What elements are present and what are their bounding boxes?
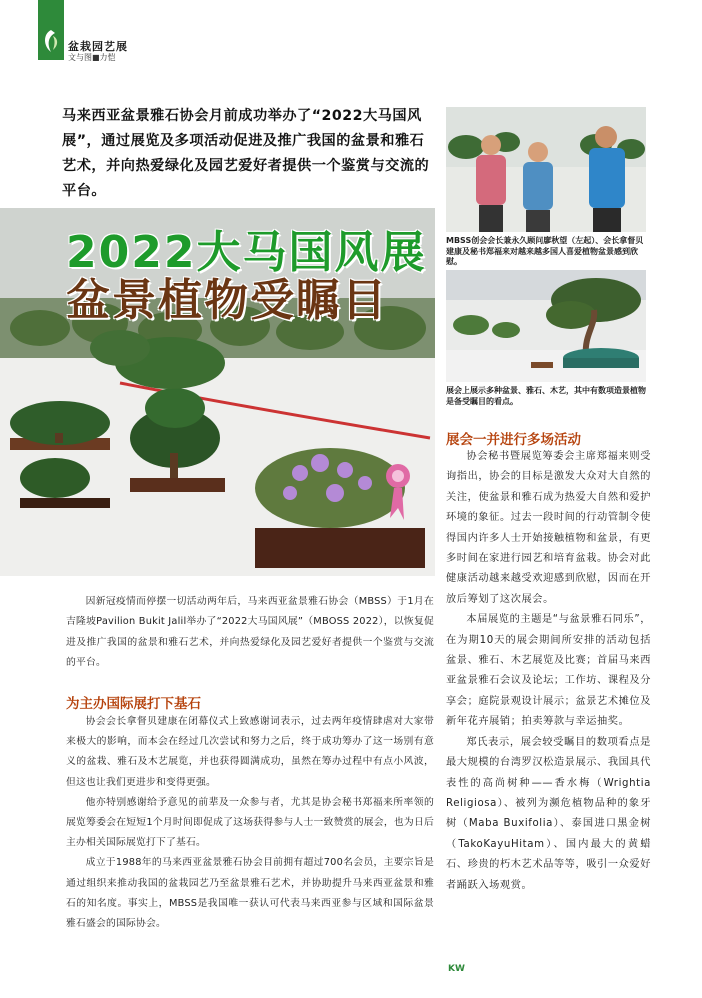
section-badge (38, 0, 64, 60)
right-paragraph: 郑氏表示，展会较受瞩目的数项看点是最大规模的台湾罗汉松造景展示、我国具代表性的高尚树种——香水梅（Wrightia Religiosa）、被列为濒危植物品种的象牙树（Maba Buxifolia）、泰国进口黑金树（TakoKayuHitam）、国内最大的黄蜡石、珍贵的朽木艺术品等等，吸引一众爱好者踊跃入场观赏。 (446, 736, 651, 891)
group-photo (446, 107, 646, 232)
hero-title-line1: 2022大马国风展 (66, 227, 427, 278)
left-section-heading: 为主办国际展打下基石 (66, 696, 201, 712)
leaf-logo-icon (41, 28, 61, 54)
left-paragraph: 成立于1988年的马来西亚盆景雅石协会目前拥有超过700名会员，主要宗旨是通过组织来推动我国的盆栽园艺乃至盆景雅石艺术，并协助提升马来西亚盆景和雅石的知名度。事实上，MBSS是我国唯一获认可代表马来西亚参与区域和国际盆景雅石盛会的国际协会。 (66, 857, 434, 930)
page-mark: KW (448, 964, 465, 974)
hero-title-line2: 盆景植物受瞩目 (66, 275, 388, 326)
intro-paragraph: 因新冠疫情而停摆一切活动两年后，马来西亚盆景雅石协会（MBSS）于1月在吉隆坡Pavilion Bukit Jalil举办了“2022大马国风展”（MBOSS 2022），以恢复促进及推广我国的盆景和雅石艺术，并向热爱绿化及园艺爱好者提供一个鉴赏与交流的平台。 (66, 596, 434, 668)
intro-text (66, 592, 434, 673)
lead-paragraph: 马来西亚盆景雅石协会月前成功举办了“2022大马国风展”，通过展览及多项活动促进及推广我国的盆景和雅石艺术，并向热爱绿化及园艺爱好者提供一个鉴赏与交流的平台。 (62, 108, 430, 199)
left-paragraph: 协会会长拿督贝建康在闭幕仪式上致感谢词表示，过去两年疫情肆虐对大家带来极大的影响，而本会在经过几次尝试和努力之后，终于成功筹办了这一场别有意义的盆栽、雅石及木艺展览，并也获得圆满成功，虽然在筹办过程中有点小风波，但这也让我们更进步和变得更强。 (66, 716, 434, 788)
right-paragraph: 本届展览的主题是“与盆景雅石同乐”，在为期10天的展会期间所安排的活动包括盆景、雅石、木艺展览及比赛；首届马来西亚盆景雅石会议及论坛；工作坊、课程及分享会；庭院景观设计展示；盆景艺术摊位及新年花卉展销；拍卖筹款与幸运抽奖。 (446, 614, 651, 728)
bonsai-photo (446, 270, 646, 382)
left-paragraph: 他亦特别感谢给予意见的前辈及一众参与者，尤其是协会秘书郑福来所率领的展览筹委会在短短1个月时间即促成了这场获得参与人士一致赞赏的展会，也为日后主办相关国际展览打下了基石。 (66, 796, 434, 849)
bonsai-photo-illustration (446, 270, 646, 382)
author-credit: 文与图■力恺 (68, 53, 116, 62)
right-paragraph: 协会秘书暨展览筹委会主席郑福来则受询指出，协会的目标是激发大众对大自然的关注，使盆景和雅石成为热爱大自然和爱护环境的象征。过去一段时间的行动管制令使得国内许多人士开始接触植物和盆景，有更多时间在家进行园艺和培育盆栽。协会对此健康活动越来越受欢迎感到欣慰，因而在开放后筹划了这次展会。 (446, 451, 651, 605)
right-column-text (446, 445, 651, 896)
photo-caption-1: MBSS创会会长兼永久顾问廖秋望（左起）、会长拿督贝建康及秘书郑福来对越来越多国人喜爱植物盆景感到欣慰。 (446, 236, 644, 266)
hero-photo (0, 208, 435, 576)
right-section-heading: 展会一并进行多场活动 (446, 432, 581, 448)
section-title: 盆栽园艺展 (68, 40, 128, 53)
left-column-text (66, 712, 434, 934)
photo-caption-2: 展会上展示多种盆景、雅石、木艺，其中有数项造景植物是备受瞩目的看点。 (446, 386, 646, 406)
group-photo-illustration (446, 107, 646, 232)
